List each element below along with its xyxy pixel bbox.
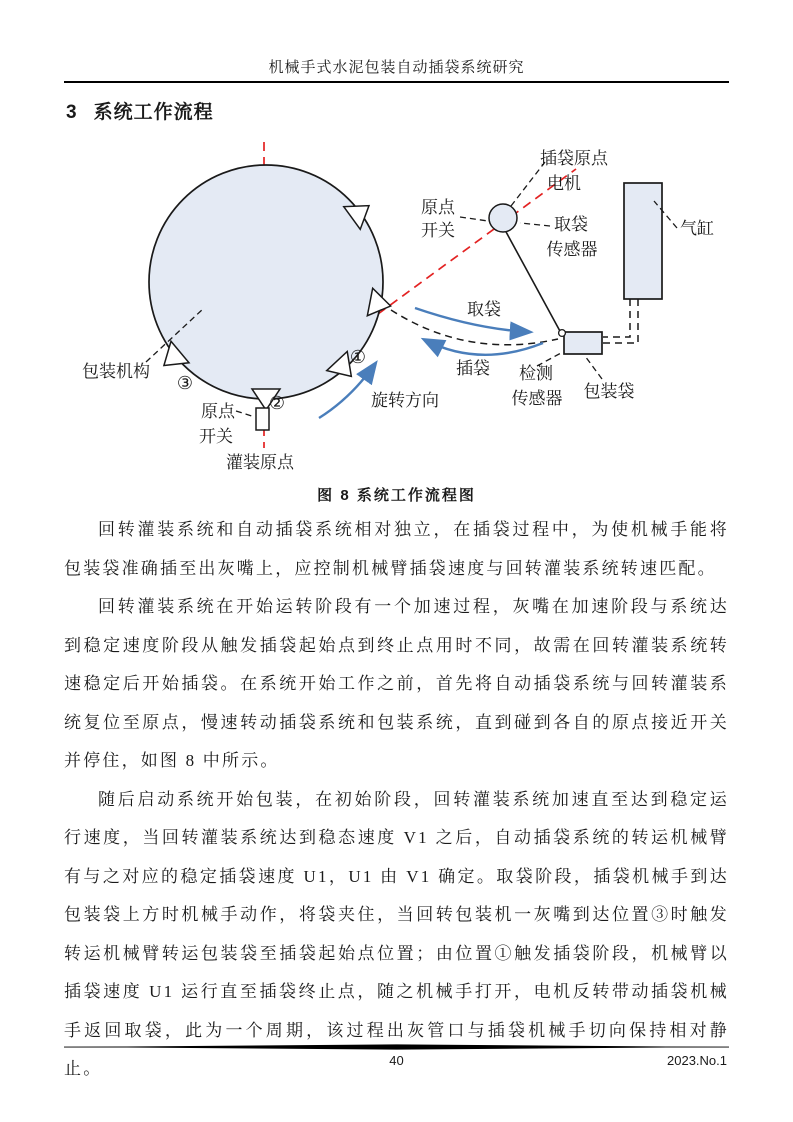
paragraph-1: 回转灌装系统和自动插袋系统相对独立，在插袋过程中，为使机械手能将包装袋准确插至出灰嘴上，应控制机械臂插袋速度与回转灌装系统转速匹配。 bbox=[64, 520, 729, 578]
running-title: 机械手式水泥包装自动插袋系统研究 bbox=[268, 60, 525, 76]
label-position-2: ② bbox=[268, 393, 286, 413]
label-detect-sensor-2: 传感器 bbox=[511, 389, 563, 408]
label-bag-insert-origin: 插袋原点 bbox=[540, 149, 608, 168]
footer-divider bbox=[64, 1044, 729, 1050]
motor-circle bbox=[489, 204, 517, 232]
label-origin-switch-bottom-1: 原点 bbox=[201, 402, 235, 421]
packing-bag-leader bbox=[585, 356, 602, 379]
section-number: 3 bbox=[66, 102, 78, 123]
section-heading bbox=[66, 97, 729, 124]
body-text bbox=[64, 511, 729, 1089]
label-filling-origin: 灌装原点 bbox=[226, 453, 294, 472]
label-pick-sensor-1: 取袋 bbox=[554, 215, 588, 234]
label-position-3: ③ bbox=[176, 373, 194, 393]
paragraph-2: 回转灌装系统在开始运转阶段有一个加速过程，灰嘴在加速阶段与系统达到稳定速度阶段从触发插袋起始点到终止点用时不同，故需在回转灌装系统转速稳定后开始插袋。在系统开始工作之前，首先将自动插袋系统与回转灌装系统复位至原点，慢速转动插袋系统和包装系统，直到碰到各自的原点接近开关并停住，如图 8 中所示。 bbox=[64, 597, 729, 770]
page-footer bbox=[64, 1044, 729, 1071]
label-rotation-direction: 旋转方向 bbox=[371, 391, 439, 410]
label-origin-switch-top-2: 开关 bbox=[421, 221, 455, 240]
packing-bag-rect bbox=[564, 332, 602, 354]
page-number: 40 bbox=[389, 1053, 404, 1068]
figure-diagram bbox=[64, 130, 729, 478]
label-packing-bag: 包装袋 bbox=[583, 382, 635, 401]
label-packing-mechanism: 包装机构 bbox=[82, 362, 150, 381]
footer-row bbox=[64, 1053, 729, 1071]
motor-insert-origin-leader bbox=[511, 162, 545, 206]
origin-switch-top-leader bbox=[460, 217, 488, 221]
air-cylinder-rect bbox=[624, 183, 662, 299]
paragraph-3: 随后启动系统开始包装，在初始阶段，回转灌装系统加速直至达到稳定运行速度，当回转灌装系统达到稳态速度 V1 之后，自动插袋系统的转运机械臂有与之对应的稳定插袋速度 U1，U1 由 V1 确定。取袋阶段，插袋机械手到达包装袋上方时机械手动作，将袋夹住，当回转包装机一灰嘴到达位置③时触发转运机械臂转运包装袋至插袋起始点位置；由位置①触发插袋阶段，机械臂以插袋速度 U1 运行直至插袋终止点，随之机械手打开，电机反转带动插袋机械手返回取袋，此为一个周期，该过程出灰管口与插袋机械手切向保持相对静止。 bbox=[64, 789, 729, 1078]
cylinder-cable-2 bbox=[603, 299, 638, 343]
pick-sensor-leader bbox=[520, 223, 550, 226]
section-title: 系统工作流程 bbox=[93, 102, 214, 123]
header-rule bbox=[64, 81, 729, 83]
label-origin-switch-top-1: 原点 bbox=[421, 198, 455, 217]
system-workflow-diagram bbox=[64, 130, 744, 478]
label-position-1: ① bbox=[349, 347, 367, 367]
label-pick-sensor-2: 传感器 bbox=[546, 240, 598, 259]
label-insert-bag: 插袋 bbox=[456, 359, 490, 378]
label-motor: 电机 bbox=[547, 174, 581, 193]
label-pick-bag: 取袋 bbox=[467, 300, 501, 319]
label-air-cylinder: 气缸 bbox=[680, 219, 714, 238]
label-origin-switch-bottom-2: 开关 bbox=[199, 427, 233, 446]
figure-caption: 图 8 系统工作流程图 bbox=[317, 487, 476, 504]
issue-label: 2023.No.1 bbox=[667, 1053, 727, 1068]
insert-bag-arrow bbox=[425, 340, 543, 355]
origin-proximity-switch-rect bbox=[256, 408, 269, 430]
origin-switch-bottom-leader bbox=[236, 411, 255, 417]
label-detect-sensor-1: 检测 bbox=[519, 364, 553, 383]
cylinder-cable-1 bbox=[603, 299, 630, 337]
arm-end-joint bbox=[559, 330, 566, 337]
